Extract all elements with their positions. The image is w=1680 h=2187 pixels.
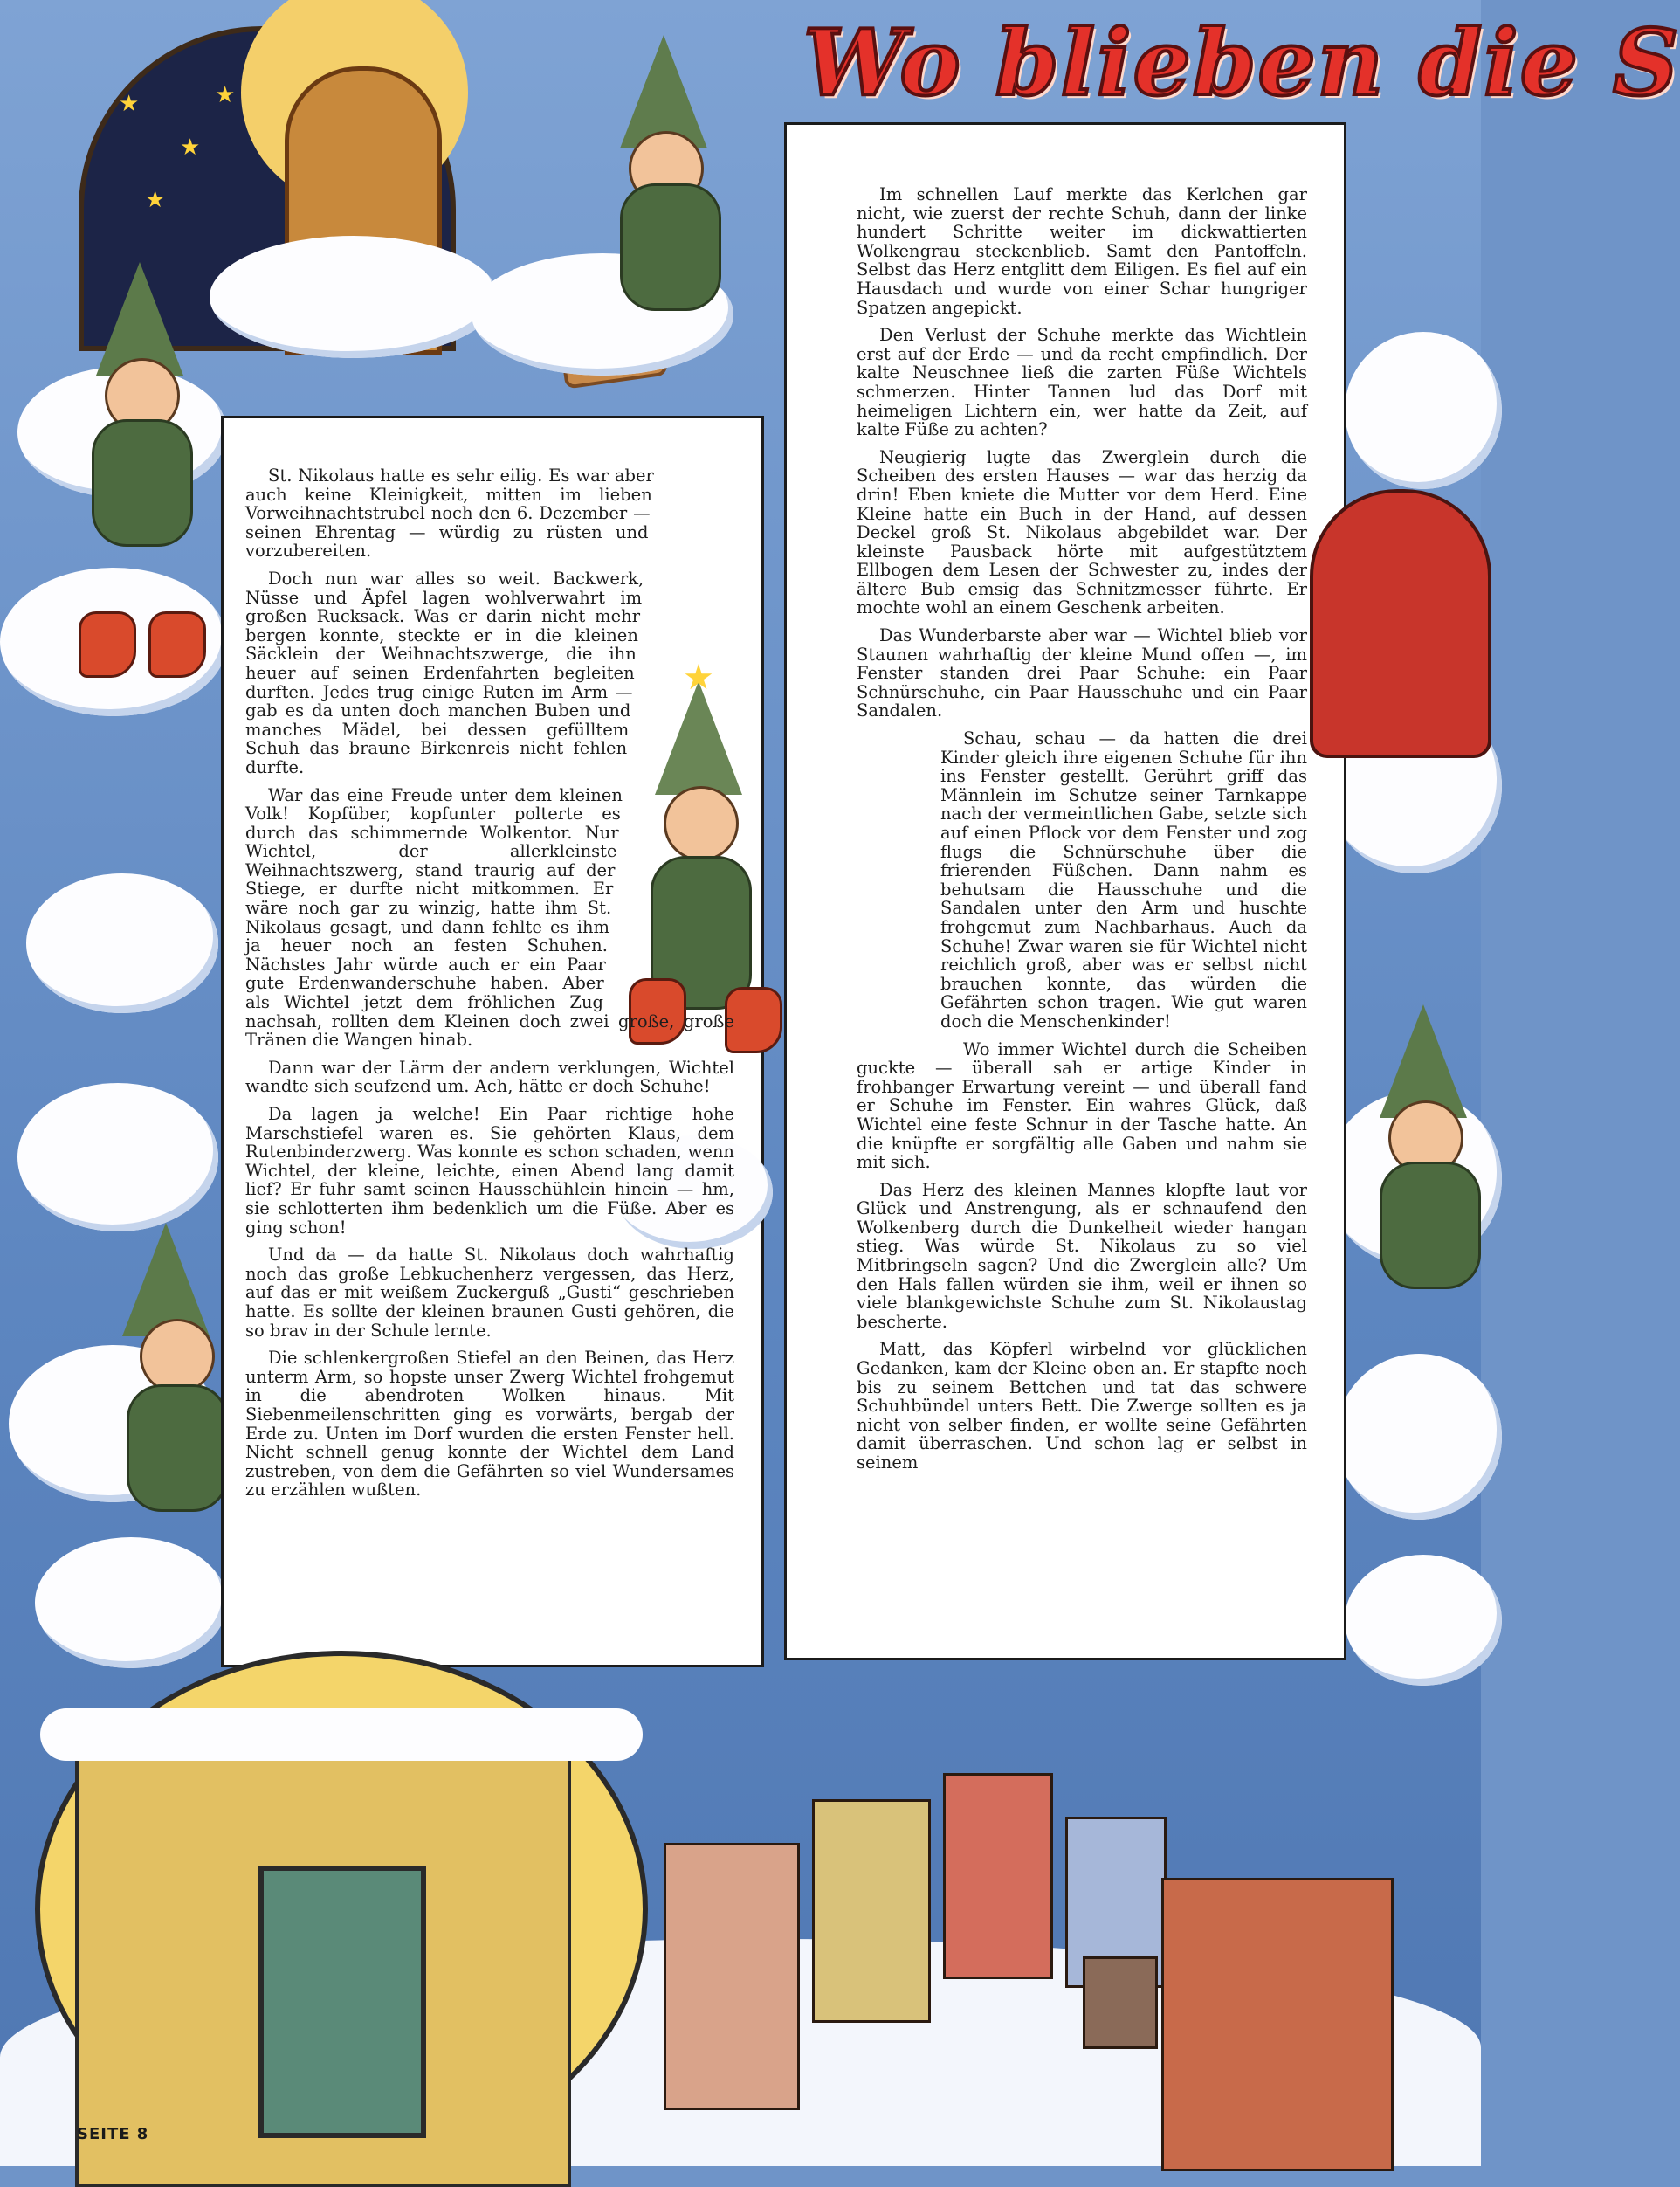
paragraph: Das Wunderbarste aber war — Wichtel blieb vor Staunen wahrhaftig der kleine Mund offen —, im Fenster standen drei Paar Schuhe: ein Paar Schnürschuhe, ein Paar Hausschuhe und ein Paar Sandalen.	[857, 625, 1307, 721]
paragraph: Das Herz des kleinen Mannes klopfte laut vor Glück und Anstrengung, als er schnaufend den Wolkenberg durch die Dunkelheit wieder hangan stieg. Was würde St. Nikolaus zu so viel Mitbringseln sagen? Und die Zwerglein alle? Um den Hals fallen würden sie ihm, weil er ihnen so viele blankgewichste Schuhe zum St. Nikolaustag bescherte.	[857, 1179, 1307, 1332]
boot	[148, 611, 206, 678]
paragraph: St. Nikolaus hatte es sehr eilig. Es war aber auch keine Kleinigkeit, mitten im lieben Vorweihnachtstrubel noch den 6. Dezember — seinen Ehrentag — würdig zu rüsten und vorzubereiten.	[245, 466, 654, 562]
left-text-column	[245, 466, 734, 1508]
window-frame	[258, 1866, 426, 2138]
elf-hat	[122, 1223, 210, 1336]
bird-window-vignette	[35, 1651, 648, 2168]
star-icon: ★	[215, 82, 236, 108]
paragraph: Und da — da hatte St. Nikolaus doch wahrhaftig noch das große Lebkuchenherz vergessen, das Herz, auf das er mit weißem Zuckerguß „Gusti“ geschrieben hatte. Es sollte der kleinen braunen Gusti gehören, die so brav in der Schule lernte.	[245, 1245, 734, 1341]
house	[812, 1799, 931, 2023]
elf-body	[1380, 1162, 1481, 1289]
star-icon: ★	[145, 187, 166, 213]
star-icon: ★	[180, 135, 201, 161]
cloud	[26, 873, 218, 1013]
star-icon: ★	[119, 91, 140, 117]
elf-body	[620, 183, 721, 311]
cloud	[1336, 1354, 1502, 1520]
paragraph: Schau, schau — da hatten die drei Kinder gleich ihre eigenen Schuhe für ihn ins Fenster gestellt. Gerührt griff das Männlein im Schutze seiner Tarnkappe nach der vermeintlichen Gabe, setzte sich auf einen Pflock vor dem Fenster und zog flugs die Schnürschuhe über die frierenden Füßchen. Dann nahm es behutsam die Hausschuhe und die Sandalen unter den Arm und huschte frohgemut zum Nachbarhaus. Auch da Schuhe! Zwar waren sie für Wichtel nicht reichlich groß, aber was er selbst nicht brauchen konnte, das würden die Gefährten schon tragen. Wie gut waren doch die Menschenkinder!	[940, 728, 1307, 1031]
elf-face	[140, 1319, 215, 1394]
paragraph: Die schlenkergroßen Stiefel an den Beinen, das Herz unterm Arm, so hopste unser Zwerg Wichtel frohgemut in die abendroten Wolken hinaus. Mit Siebenmeilenschritten ging es vorwärts, bergab der Erde zu. Unten im Dorf wurden die ersten Fenster hell. Nicht schnell genug konnte der Wichtel dem Land zustreben, von dem die Gefährten so viel Wundersames zu erzählen wußten.	[245, 1348, 734, 1501]
cloud	[1345, 332, 1502, 489]
wrap-spacer	[857, 729, 940, 1044]
paragraph: Neugierig lugte das Zwerglein durch die Scheiben des ersten Hauses — war das herzig da drin! Eben kniete die Mutter vor dem Herd. Eine Kleine hatte ein Buch in der Hand, auf dessen Deckel groß St. Nikolaus abgebildet war. Der kleinste Pausback hörte mit aufgestütztem Ellbogen dem Lesen der Schwester zu, indes der ältere Bub emsig das Schnitzmesser führte. Er mochte wohl an einem Geschenk arbeiten.	[857, 446, 1307, 618]
page-number: SEITE 8	[77, 2125, 149, 2143]
paragraph: Matt, das Köpferl wirbelnd vor glücklichen Gedanken, kam der Kleine oben an. Er stapfte noch bis zu seinem Bettchen und tat das schwere Schuhbündel unters Bett. Die Zwerge sollten es ja nicht von selber finden, er wollte seine Gefährten damit überraschen. Und schon lag er selbst in seinem	[857, 1339, 1307, 1473]
paragraph: Wo immer Wichtel durch die Scheiben guckte — überall sah er artige Kinder in frohbanger Erwartung vereint — und überall fand er Schuhe im Fenster. Ein wahres Glück, daß Wichtel eine feste Schnur in der Tasche hatte. An die knüpfte er sorgfältig alle Gaben und nahm sie mit sich.	[857, 1038, 1307, 1173]
elf-body	[92, 419, 193, 547]
cloud	[210, 236, 498, 358]
paragraph: Im schnellen Lauf merkte das Kerlchen gar nicht, wie zuerst der rechte Schuh, dann der linke hundert Schritte weiter im dickwattierten Wolkengrau steckenblieb. Samt den Pantoffeln. Selbst das Herz entglitt dem Eiligen. Es fiel auf ein Hausdach und wurde von einer Schar hungriger Spatzen angepickt.	[857, 184, 1307, 318]
elf-body	[127, 1384, 228, 1512]
paragraph: War das eine Freude unter dem kleinen Volk! Kopfüber, kopfunter polterte es durch das schimmernde Wolkentor. Nur Wichtel, der allerkleinste Weihnachtszwerg, stand traurig auf der Stiege, er durfte nicht mitkommen. Er wäre noch gar zu winzig, hatte ihm St. Nikolaus gesagt, und dann fehlte es ihm ja heuer noch an festen Schuhen. Nächstes Jahr würde auch er ein Paar gute Erdenwanderschuhe haben. Aber als Wichtel jetzt dem fröhlichen Zug nachsah, rollten dem Kleinen doch zwei große, große Tränen die Wangen hinab.	[245, 784, 734, 1051]
right-text-column	[857, 185, 1307, 1481]
paragraph: Den Verlust der Schuhe merkte das Wichtlein erst auf der Erde — und da recht empfindlich. Der kalte Neuschnee ließ die zarten Füße Wichtels schmerzen. Hinter Tannen lud das Dorf mit heimeligen Lichtern ein, wer hatte da Zeit, auf kalte Füße zu achten?	[857, 325, 1307, 440]
well-house	[1083, 1956, 1158, 2049]
house	[943, 1773, 1053, 1979]
boot	[79, 611, 136, 678]
st-nikolaus-figure	[1310, 489, 1491, 758]
paragraph: Da lagen ja welche! Ein Paar richtige hohe Marschstiefel waren es. Sie gehörten Klaus, dem Rutenbinderzwerg. Was konnte es schon schaden, wenn Wichtel, der kleine, leichte, einen Abend lang damit lief? Er fuhr samt seinen Hausschühlein hinein — hm, sie schlotterten ihm bedenklich um die Füße. Aber es ging schon!	[245, 1104, 734, 1238]
house	[1161, 1878, 1394, 2171]
house	[664, 1843, 800, 2110]
cloud	[17, 1083, 218, 1231]
star-icon: ★	[683, 658, 714, 698]
snowy-roof-edge	[40, 1708, 643, 1761]
paragraph: Doch nun war alles so weit. Backwerk, Nüsse und Äpfel lagen wohlverwahrt im großen Rucksack. Was er darin nicht mehr bergen konnte, steckte er in die kleinen Säcklein der Weihnachtszwerge, die ihn heuer auf seinen Erdenfahrten begleiten durften. Jedes trug einige Ruten im Arm — gab es da unten doch manchen Buben und manches Mädel, bei dessen gefülltem Schuh das braune Birkenreis nicht fehlen durfte.	[245, 568, 644, 777]
paragraph: Dann war der Lärm der andern verklungen, Wichtel wandte sich seufzend um. Ach, hätte er doch Schuhe!	[245, 1057, 734, 1097]
story-title: Wo blieben die S	[803, 9, 1680, 116]
